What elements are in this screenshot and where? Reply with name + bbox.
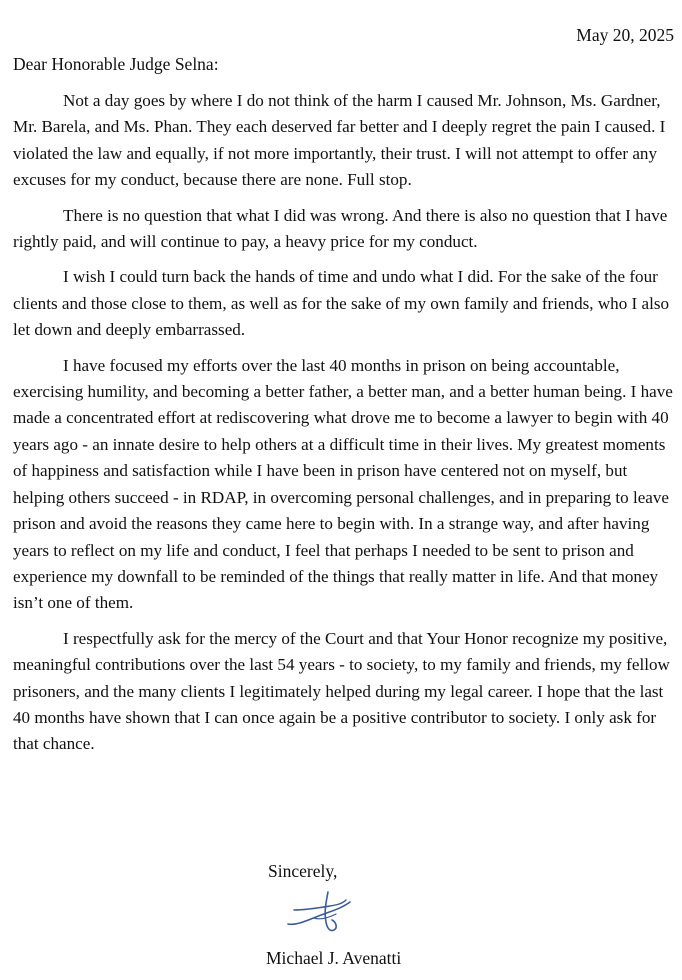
paragraph-4: I have focused my efforts over the last 40 months in prison on being accountable, exercising humility, and becoming a better father, a better man, and a better human being. I have made a concentrated effort at rediscovering what drove me to become a lawyer to begin with 40 years ago - an innate desire to help others at a difficult time in their lives. My greatest moments of happiness and satisfaction while I have been in prison have centered not on myself, but helping others succeed - in RDAP, in overcoming personal challenges, and in preparing to leave prison and avoid the reasons they came here to begin with. In a strange way, and after having years to reflect on my life and conduct, I feel that perhaps I needed to be sent to prison and experience my downfall to be reminded of the things that really matter in life. And that money isn’t one of them.	[13, 355, 673, 613]
paragraph-2: There is no question that what I did was wrong. And there is also no question that I have rightly paid, and will continue to pay, a heavy price for my conduct.	[13, 205, 668, 252]
signature-stroke-1	[288, 902, 350, 924]
paragraph-5: I respectfully ask for the mercy of the Court and that Your Honor recognize my positive, meaningful contributions over the last 54 years - to society, to my family and friends, my fellow prisoners, and the many clients I legitimately helped during my legal career. I hope that the last 40 months have shown that I can once again be a positive contributor to society. I only ask for that chance.	[13, 628, 670, 754]
salutation: Dear Honorable Judge Selna:	[13, 54, 219, 74]
paragraph-1: Not a day goes by where I do not think of the harm I caused Mr. Johnson, Ms. Gardner, Mr. Barela, and Ms. Phan. They each deserved far better and I deeply regret the pain I caused. I violated the law and equally, if not more importantly, their trust. I will not attempt to offer any excuses for my conduct, because there are none. Full stop.	[13, 91, 666, 190]
letter-body	[13, 88, 677, 767]
signature-icon	[284, 888, 364, 936]
signer-name: Michael J. Avenatti	[266, 948, 402, 968]
closing: Sincerely,	[268, 861, 338, 881]
letter-date: May 20, 2025	[576, 25, 674, 45]
paragraph-3: I wish I could turn back the hands of time and undo what I did. For the sake of the four clients and those close to them, as well as for the sake of my own family and friends, who I also let down and deeply embarrassed.	[13, 267, 670, 340]
